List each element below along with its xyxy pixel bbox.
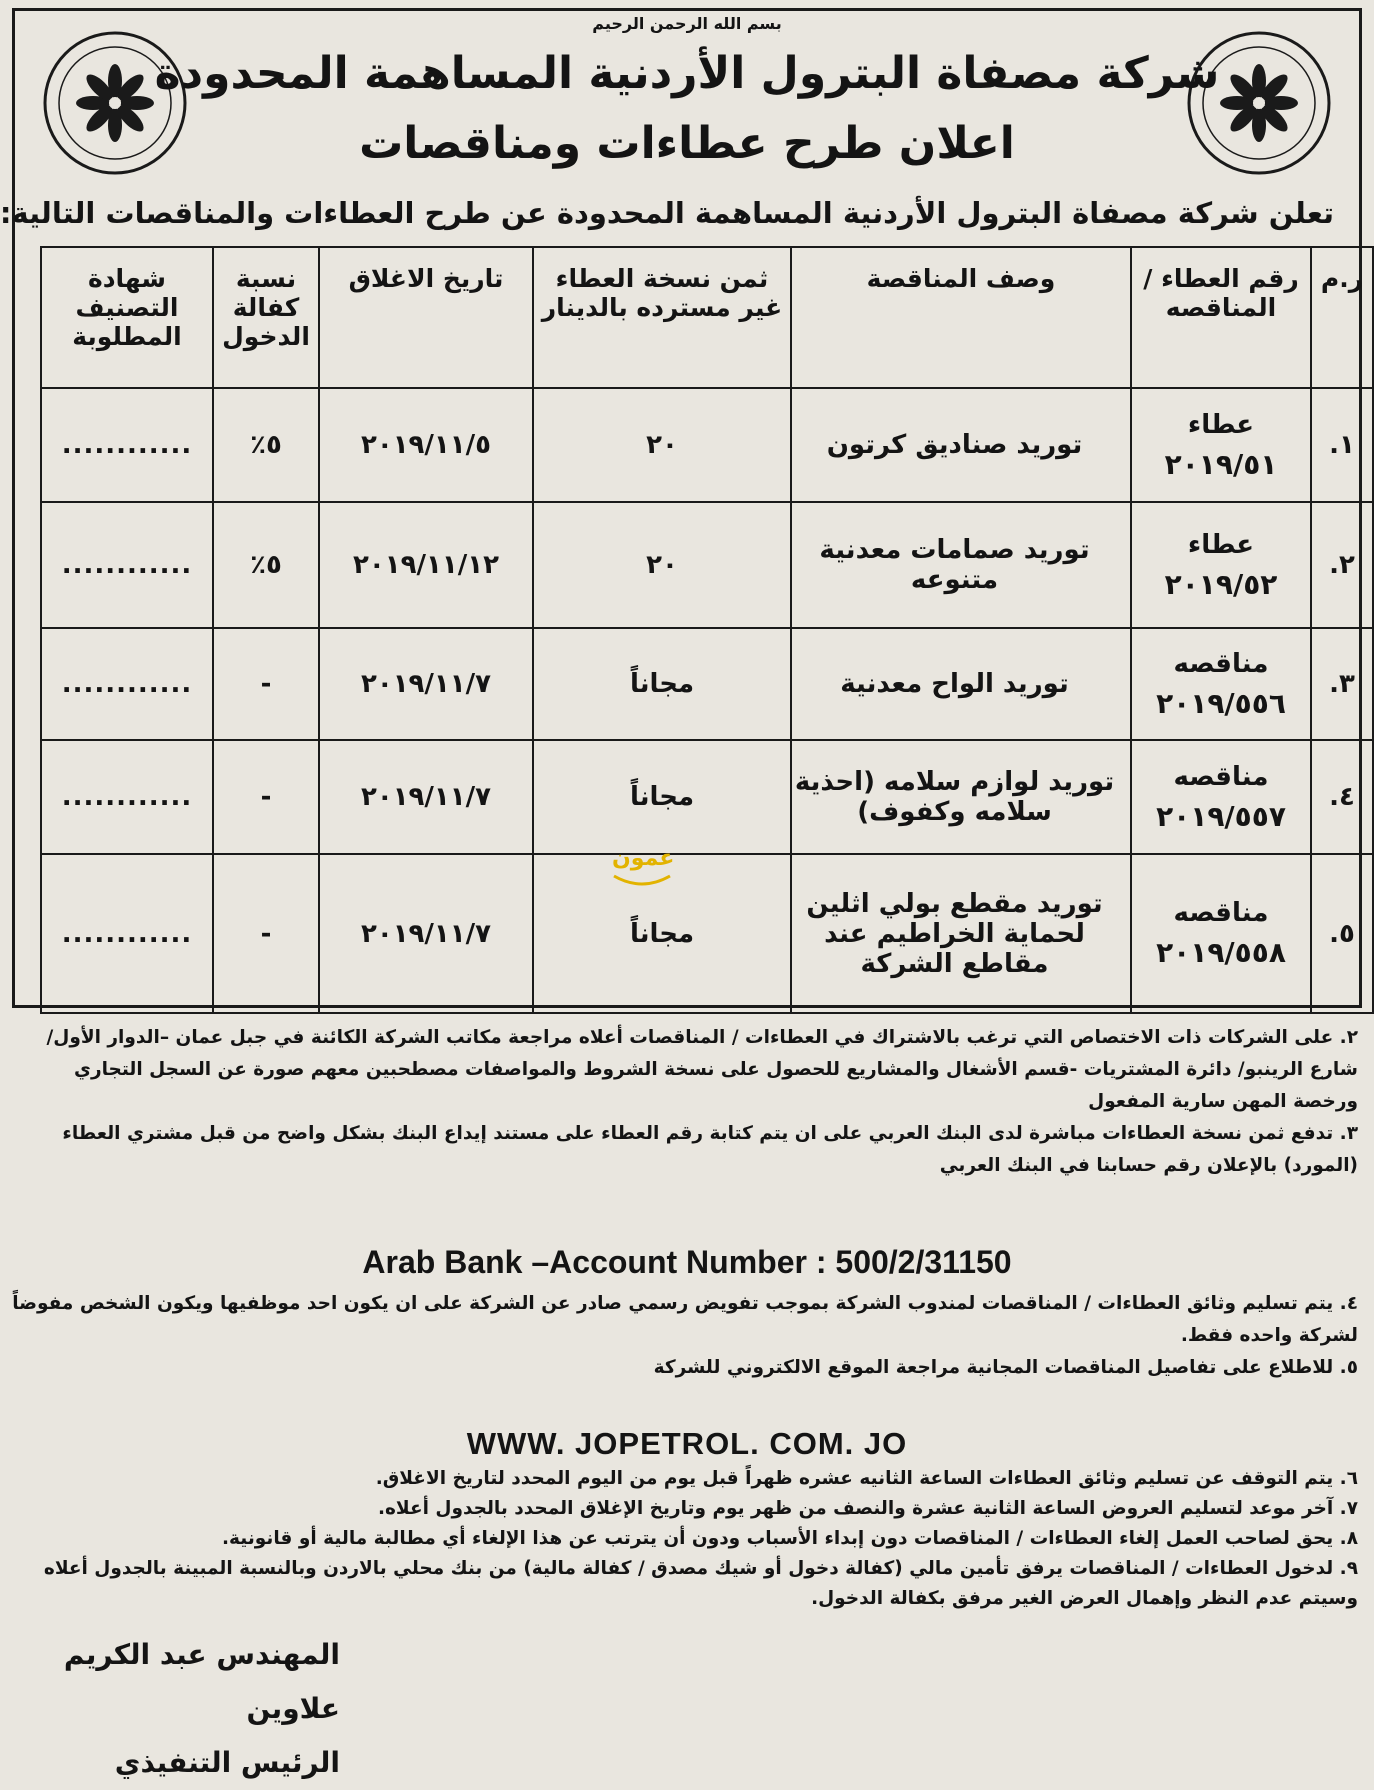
basmala: بسم الله الرحمن الرحيم: [592, 14, 782, 33]
announcement-title: اعلان طرح عطاءات ومناقصات: [359, 118, 1015, 169]
header-date: تاريخ الاغلاق: [319, 247, 533, 388]
note-3: ٣. تدفع ثمن نسخة العطاءات مباشرة لدى البنك العربي على ان يتم كتابة رقم العطاء على مستند إيداع البنك بشكل واضح من قبل مشتري العطاء (المورد) بالإعلان رقم حسابنا في البنك العربي: [62, 1123, 1358, 1176]
row-bond: ٥٪: [213, 388, 319, 502]
row-cert: ............: [41, 628, 213, 740]
ref-number: ٢٠١٩/٥٥٨: [1156, 936, 1286, 969]
row-ref: [1131, 628, 1311, 740]
note-6: ٦. يتم التوقف عن تسليم وثائق العطاءات الساعة الثانيه عشره ظهراً قبل يوم من اليوم المحدد لتاريخ الاغلاق.: [375, 1468, 1358, 1489]
row-date: ٢٠١٩/١١/٧: [319, 740, 533, 854]
ref-number: ٢٠١٩/٥٥٦: [1156, 686, 1286, 720]
ref-type: مناقصه: [1173, 648, 1269, 679]
signature-title: الرئيس التنفيذي: [114, 1746, 340, 1779]
row-bond: -: [213, 854, 319, 1013]
table-row: [41, 740, 1373, 854]
ref-type: مناقصه: [1173, 898, 1269, 928]
table-row: [41, 502, 1373, 628]
row-cert: ............: [41, 388, 213, 502]
row-date: ٢٠١٩/١١/٧: [319, 854, 533, 1013]
row-cert: ............: [41, 502, 213, 628]
header-price: ثمن نسخة العطاء غير مسترده بالدينار: [533, 247, 791, 388]
tenders-table: [40, 246, 1374, 1014]
table-row: [41, 854, 1373, 1013]
table-header-row: [41, 247, 1373, 388]
table-row: [41, 388, 1373, 502]
row-price: ٢٠: [533, 388, 791, 502]
ref-type: مناقصه: [1173, 761, 1269, 792]
bank-account-line: Arab Bank –Account Number : 500/2/31150: [362, 1244, 1012, 1280]
ref-type: عطاء: [1187, 409, 1255, 440]
row-bond: -: [213, 740, 319, 854]
ref-number: ٢٠١٩/٥٢: [1164, 567, 1278, 601]
notes-block-1: [12, 1022, 1358, 1182]
website-link[interactable]: WWW. JOPETROL. COM. JO: [466, 1426, 908, 1461]
row-bond: ٥٪: [213, 502, 319, 628]
ref-number: ٢٠١٩/٥٥٧: [1156, 799, 1286, 833]
row-no: ٥.: [1311, 854, 1373, 1013]
row-date: ٢٠١٩/١١/٥: [319, 388, 533, 502]
row-price: مجاناً: [533, 628, 791, 740]
note-5: ٥. للاطلاع على تفاصيل المناقصات المجانية مراجعة الموقع الالكتروني للشركة: [653, 1357, 1358, 1378]
header-no: ر.م: [1311, 247, 1373, 388]
row-ref: [1131, 388, 1311, 502]
note-9: ٩. لدخول العطاءات / المناقصات يرفق تأمين مالي (كفالة دخول أو شيك مصدق / كفالة مالية) من بنك محلي بالاردن وبالنسبة المبينة بالجدول أعلاه وسيتم عدم النظر وإهمال العرض الغير مرفق بكفالة الدخول.: [43, 1558, 1358, 1609]
row-date: ٢٠١٩/١١/٧: [319, 628, 533, 740]
note-2: ٢. على الشركات ذات الاختصاص التي ترغب بالاشتراك في العطاءات / المناقصات أعلاه مراجعة مكاتب الشركة الكائنة في جبل عمان –الدوار الأول/ شارع الرينبو/ دائرة المشتريات -قسم الأشغال والمشاريع للحصول على نسخة الشروط والمواصفات مصطحبين معهم صورة عن السجل التجاري ورخصة المهن سارية المفعول: [46, 1027, 1358, 1112]
signature-block: [20, 1628, 340, 1790]
note-4: ٤. يتم تسليم وثائق العطاءات / المناقصات لمندوب الشركة بموجب تفويض رسمي صادر عن الشركة على ان يكون احد موظفيها ويكون الشخص مفوضاً لشركة واحده فقط.: [12, 1293, 1358, 1346]
row-desc: توريد لوازم سلامه (احذية سلامه وكفوف): [791, 740, 1131, 854]
row-desc: توريد الواح معدنية: [791, 628, 1131, 740]
watermark-text: عمون: [612, 846, 675, 871]
row-no: ٢.: [1311, 502, 1373, 628]
row-ref: [1131, 502, 1311, 628]
header-cert: شهادة التصنيف المطلوبة: [41, 247, 213, 388]
row-price: مجاناً: [533, 854, 791, 1013]
notes-block-2: [12, 1288, 1358, 1384]
row-price: ٢٠: [533, 502, 791, 628]
row-no: ١.: [1311, 388, 1373, 502]
company-name: شركة مصفاة البترول الأردنية المساهمة المحدودة: [154, 48, 1220, 99]
ref-type: عطاء: [1187, 529, 1255, 560]
header-bond: نسبة كفالة الدخول: [213, 247, 319, 388]
row-desc: توريد صمامات معدنية متنوعه: [791, 502, 1131, 628]
signature-name: المهندس عبد الكريم علاوين: [63, 1638, 340, 1725]
row-desc: توريد صناديق كرتون: [791, 388, 1131, 502]
ref-number: ٢٠١٩/٥١: [1164, 447, 1278, 481]
row-ref: [1131, 740, 1311, 854]
notes-block-3: [12, 1464, 1358, 1614]
table-row: [41, 628, 1373, 740]
note-7: ٧. آخر موعد لتسليم العروض الساعة الثانية عشرة والنصف من ظهر يوم وتاريخ الإغلاق المحدد بالجدول أعلاه.: [377, 1498, 1358, 1519]
row-desc: توريد مقطع بولي اثلين لحماية الخراطيم عند مقاطع الشركة: [791, 854, 1131, 1013]
row-no: ٤.: [1311, 740, 1373, 854]
row-cert: ............: [41, 740, 213, 854]
header-desc: وصف المناقصة: [791, 247, 1131, 388]
row-ref: [1131, 854, 1311, 1013]
intro-text: تعلن شركة مصفاة البترول الأردنية المساهمة المحدودة عن طرح العطاءات والمناقصات التالية:: [0, 196, 1334, 230]
row-date: ٢٠١٩/١١/١٢: [319, 502, 533, 628]
header-ref: رقم العطاء / المناقصه: [1131, 247, 1311, 388]
row-price: مجاناً: [533, 740, 791, 854]
row-cert: ............: [41, 854, 213, 1013]
row-no: ٣.: [1311, 628, 1373, 740]
row-bond: -: [213, 628, 319, 740]
note-8: ٨. يحق لصاحب العمل إلغاء العطاءات / المناقصات دون إبداء الأسباب ودون أن يترتب عن هذا الإلغاء أي مطالبة مالية أو قانونية.: [222, 1528, 1358, 1549]
watermark-arc-icon: [612, 872, 672, 892]
